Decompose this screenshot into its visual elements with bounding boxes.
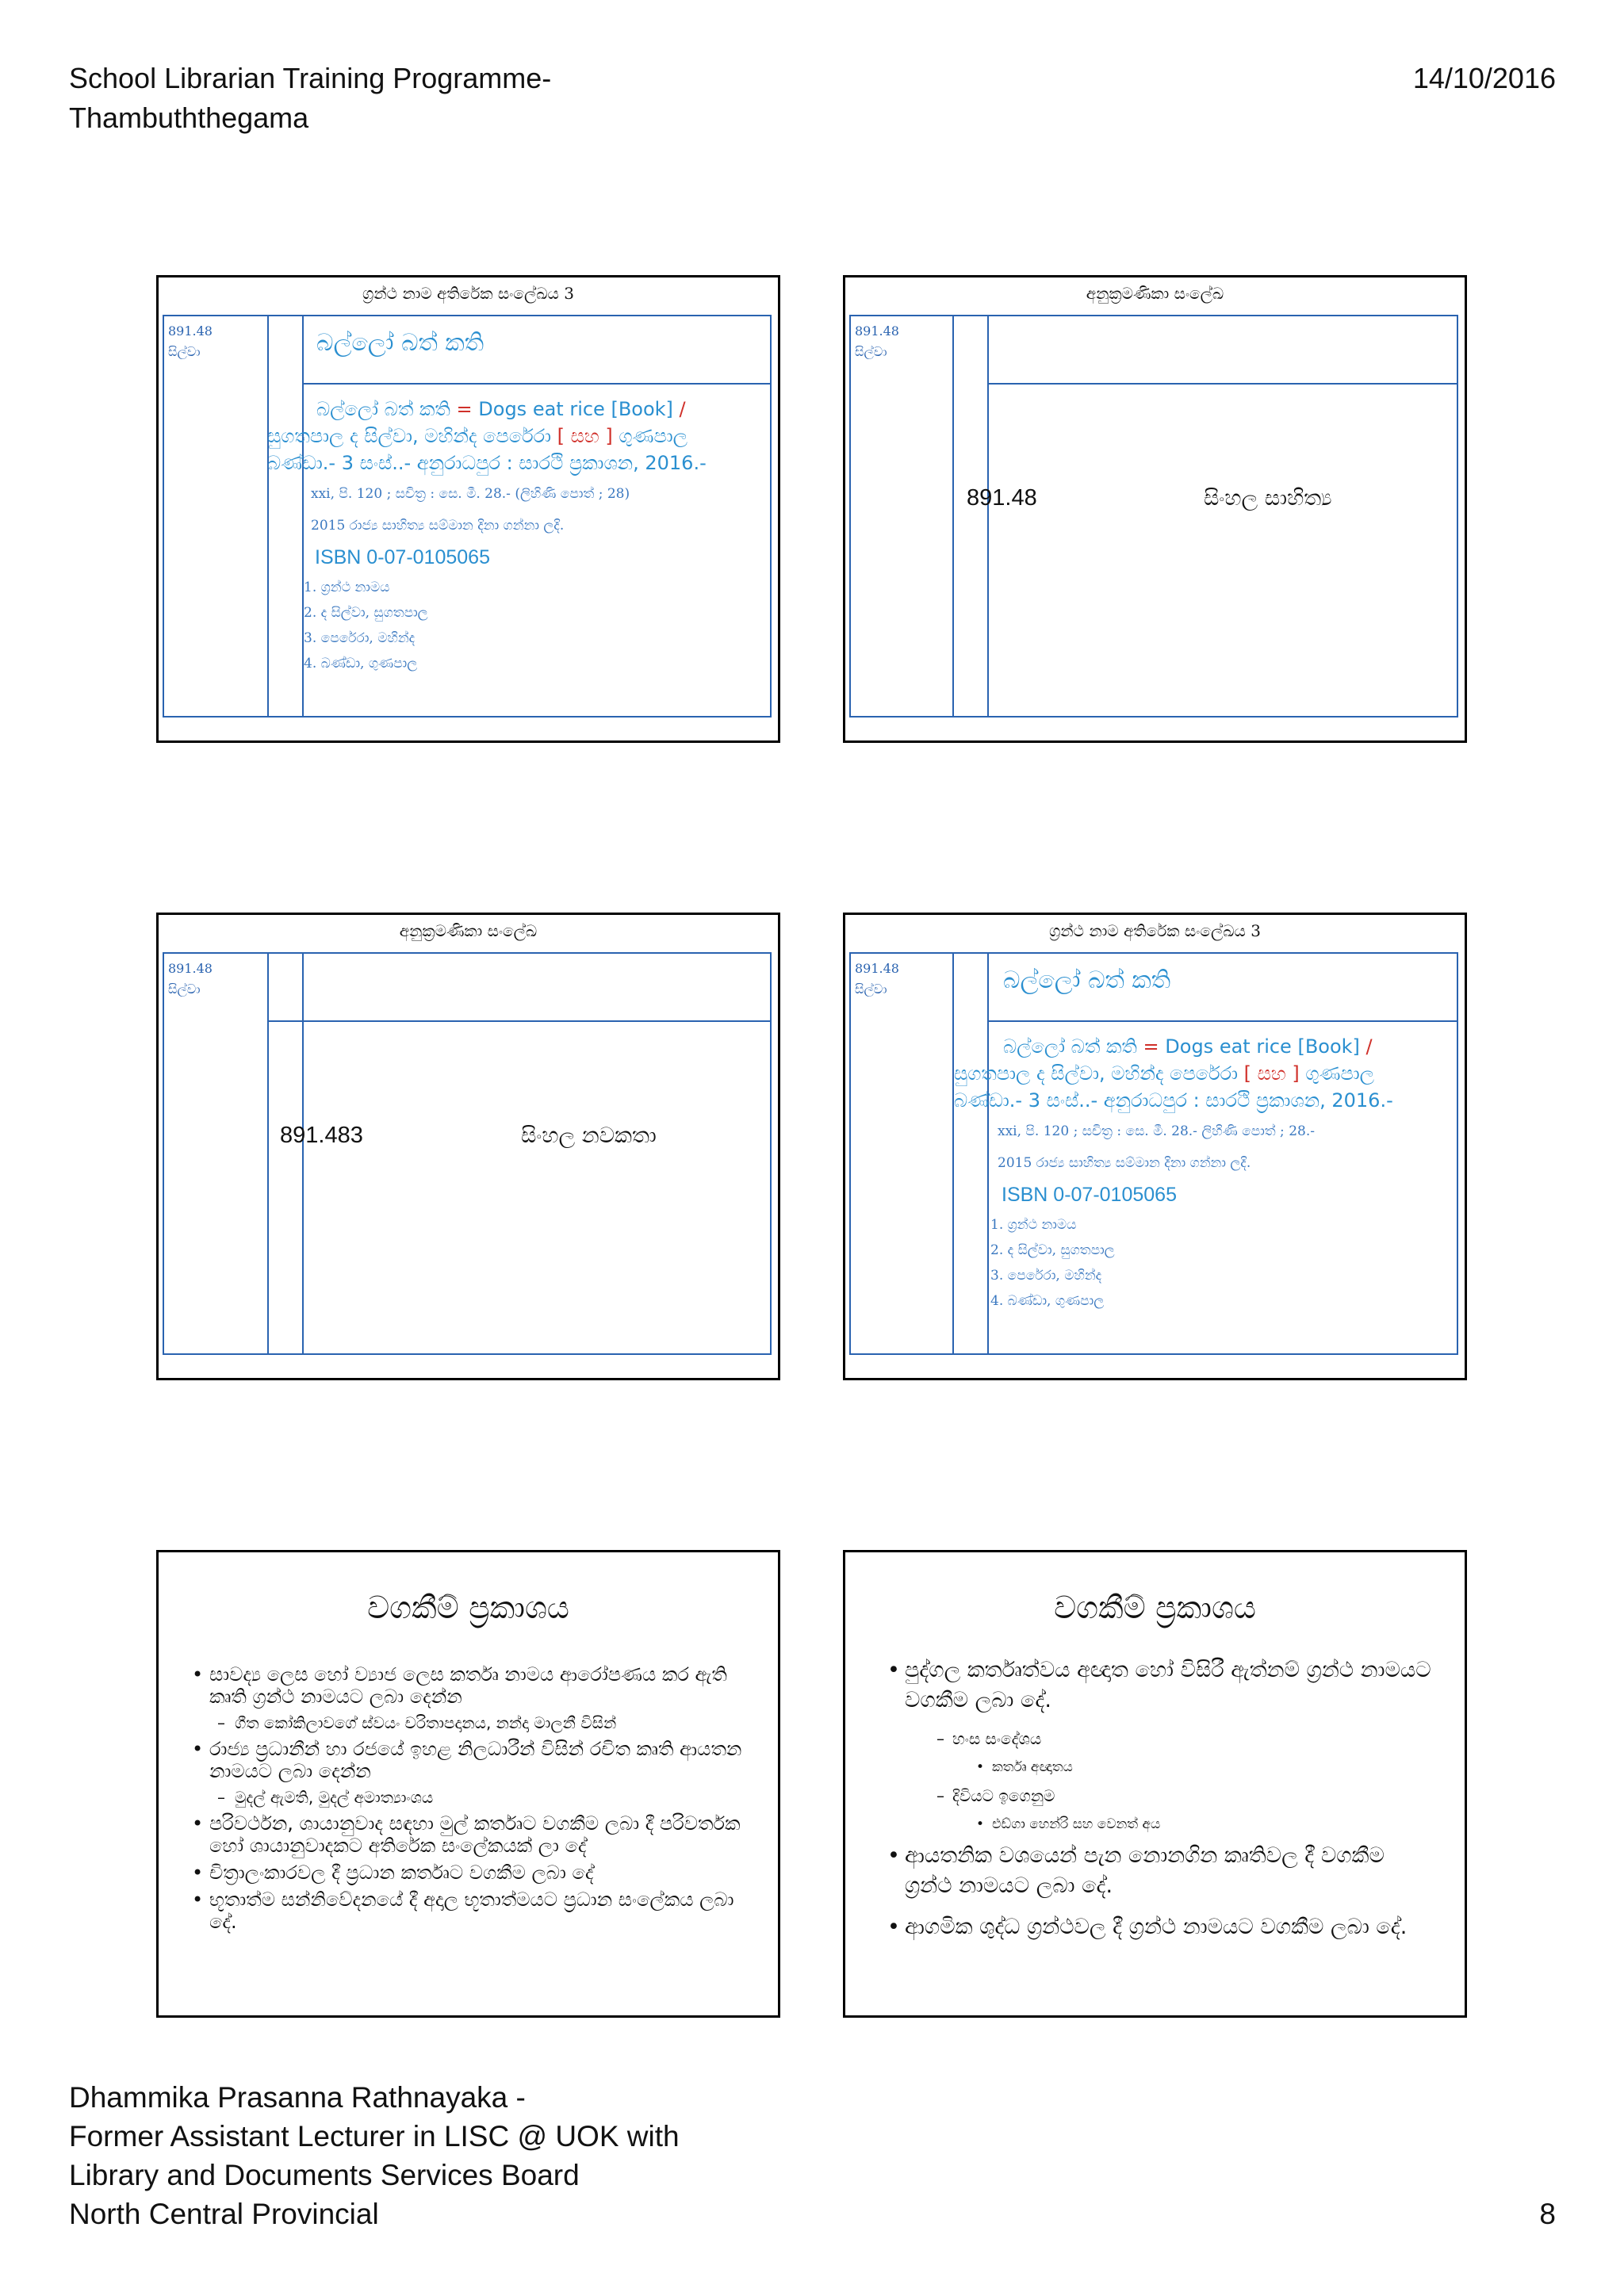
slide-title: වගකීම් ප්‍රකාශය [1054,1590,1256,1626]
tracing-3: 3. පෙරේරා, මහින්ද [304,630,416,646]
slide-caption: ග්‍රන්ථ නාම අතිරේක සංලේඛය 3 [1049,921,1261,940]
card-body [267,396,767,676]
call-number: 891.48 සිල්වා [168,323,213,359]
note: 2015 රාජ්‍ය සාහිත්‍ය සම්මාන දිනා ගන්නා ලදි. [998,1155,1251,1171]
title-en: Dogs eat rice [1165,1035,1292,1058]
tracing-4: 4. බණ්ඩා, ගුණපාල [990,1293,1105,1309]
saha: [ සහ ] [551,425,619,447]
sub-bullet-item: – දිවියට ඉගෙනුම [881,1784,1433,1808]
catalog-card [163,952,772,1355]
title-en: Dogs eat rice [478,398,605,420]
page-number: 8 [1539,2198,1556,2230]
catalog-card [849,952,1458,1355]
bullet-item: • ආයතනික වශයෙන් පැන නොනගින කෘතිවල දී වගකීම ග්‍රන්ථ නාමයට ලබා දේ. [881,1841,1433,1901]
bullet-item: • ආගමික ශුද්ධ ග්‍රන්ථවල දී ග්‍රන්ථ නාමයට වගකීම ලබා දේ. [881,1912,1433,1942]
isbn: ISBN 0-07-0105065 [315,546,490,568]
tracing-4: 4. බණ්ඩා, ගුණපාල [304,656,418,672]
author-last: ගුණපාල [619,425,688,447]
bullet-item: • පුද්ගල කර්තෘත්වය අඥාත හෝ විසිරී ඇත්නම් ග්‍රන්ථ නාමයට වගකීම ලබා දේ. [881,1655,1433,1716]
header-title: School Librarian Training Programme- Thambuththegama [69,62,552,134]
note: 2015 රාජ්‍ය සාහිත්‍ය සම්මාන දිනා ගන්නා ලදි. [311,518,565,534]
bullet-list [186,1663,746,1938]
slide-statement-of-responsibility-a [156,1550,780,2018]
slide-index-card-a [843,275,1467,743]
bullet-item: • සාවද්‍ය ලෙස හෝ ව්‍යාජ ලෙස කර්තෘ නාමය ආරෝපණය කර ඇති කෘති ග්‍රන්ථ නාමයට ලබා දෙන්න [186,1663,746,1708]
tracing-3: 3. පෙරේරා, මහින්ද [990,1268,1102,1284]
slide-caption: අනුක්‍රමණිකා සංලේඛ [1086,284,1224,303]
class-label: සිංහල සාහිත්‍ය [1204,486,1332,511]
bullet-item: • චිත්‍රාලංකාරවල දී ප්‍රධාන කර්තෘට වගකීම ලබා දේ [186,1862,746,1884]
header-date: 14/10/2016 [1412,62,1556,94]
authors: සුගතපාල ද සිල්වා, මහින්ද පෙරේරා [954,1062,1238,1085]
footer-author: Dhammika Prasanna Rathnayaka - Former Assistant Lecturer in LISC @ UOK with Library and Documents Services Board North Central Provincial [69,2081,680,2230]
slide-caption: ග්‍රන්ථ නාම අතිරේක සංලේඛය 3 [362,284,574,303]
slide-statement-of-responsibility-b [843,1550,1467,2018]
tracing-1: 1. ග්‍රන්ථ නාමය [990,1217,1077,1233]
title-si: බල්ලෝ බත් කති [316,398,450,420]
authors: සුගතපාල ද සිල්වා, මහින්ද පෙරේරා [267,425,551,447]
tracing-1: 1. ග්‍රන්ථ නාමය [304,580,390,595]
physical-desc: xxi, පි. 120 ; සචිත්‍ර : සෙ. මී. 28.- (ලිහිණි පොත් ; 28) [311,486,630,502]
catalog-card [163,315,772,718]
card-heading: බල්ලෝ බත් කති [1003,966,1171,994]
class-number: 891.48 [967,485,1037,511]
sub-bullet-item: – මුදල් ඇමති, මුදල් අමාත්‍යාංශය [186,1787,746,1808]
title-si: බල්ලෝ බත් කති [1003,1035,1137,1058]
card-heading: බල්ලෝ බත් කති [316,329,485,357]
physical-desc: xxi, පි. 120 ; සචිත්‍ර : සෙ. මී. 28.- ලිහිණි පොත් ; 28.- [998,1123,1315,1139]
call-number: 891.48 සිල්වා [855,323,899,359]
bullet-list [881,1655,1433,1954]
class-number: 891.483 [280,1123,363,1148]
sub-bullet-item: – ගීත කෝකිලාවගේ ස්වයං චරිතාපදානය, නන්දා මාලනී විසින් [186,1712,746,1733]
edition: බණ්ඩා.- 3 සංස්..- අනුරාධපුර : සාරථි ප්‍රකාශන, 2016.- [267,452,707,474]
gmd: [Book] [1291,1035,1366,1058]
slide-caption: අනුක්‍රමණිකා සංලේඛ [399,921,538,940]
class-label: සිංහල නවකතා [521,1123,657,1148]
sub-sub-bullet-item: • කර්තෘ අඥාතය [881,1755,1433,1779]
author-last: ගුණපාල [1305,1062,1374,1085]
equals-sign: = [1136,1035,1166,1058]
catalog-card [849,315,1458,718]
equals-sign: = [450,398,479,420]
slash: / [679,398,686,420]
saha: [ සහ ] [1238,1062,1306,1085]
slide-title: වගකීම් ප්‍රකාශය [367,1590,569,1626]
slide-title-card-a [156,275,780,743]
sub-sub-bullet-item: • එඩ්ගා හෙන්රි සහ වෙනත් අය [881,1812,1433,1836]
gmd: [Book] [604,398,680,420]
tracing-2: 2. ද සිල්වා, සුගතපාල [304,605,428,621]
isbn: ISBN 0-07-0105065 [1002,1184,1177,1206]
bullet-item: • රාජ්‍ය ප්‍රධානීන් හා රජයේ ඉහළ නිලධාරීන් විසින් රචිත කෘති ආයතන නාමයට ලබා දෙන්න [186,1738,746,1782]
call-number: 891.48 සිල්වා [855,961,899,997]
tracing-2: 2. ද සිල්වා, සුගතපාල [990,1242,1115,1258]
call-number: 891.48 සිල්වා [168,961,213,997]
slide-title-card-b [843,913,1467,1380]
bullet-item: • භූතාත්ම සන්නිවේදනයේ දී අදාල භූතාත්මයට ප්‍රධාන සංලේකය ලබා දේ. [186,1888,746,1933]
slide-index-card-b [156,913,780,1380]
slash: / [1365,1035,1373,1058]
edition: බණ්ඩා.- 3 සංස්..- අනුරාධපුර : සාරථි ප්‍රකාශන, 2016.- [954,1089,1393,1112]
sub-bullet-item: – හංස සංදේශය [881,1727,1433,1751]
bullet-item: • පරිවර්ථන, ශායානුවාද සඳහා මුල් කර්තෘට වගකීම ලබා දී පරිවර්තක හෝ ශායානුවාදකට අතිරේක සංලේකයක් ලා දේ [186,1812,746,1857]
card-body [954,1033,1454,1314]
